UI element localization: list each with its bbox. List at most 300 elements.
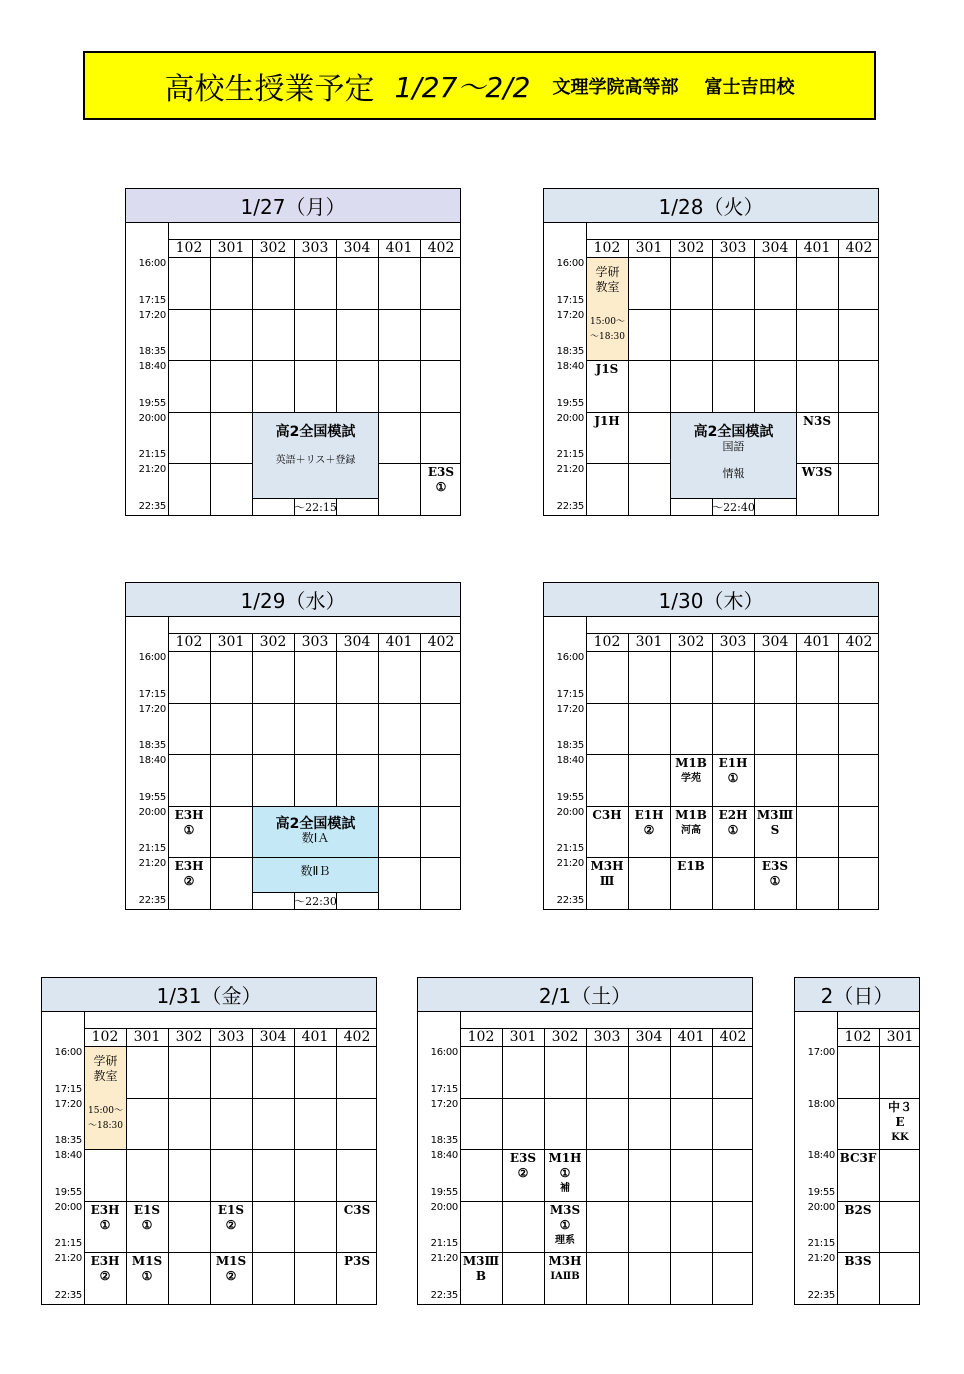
schedule-day <box>794 977 920 1305</box>
date-range: 1/27〜2/2 <box>394 70 531 104</box>
entry-line: ① <box>727 822 739 837</box>
entry-line: E3S <box>427 465 455 479</box>
entry-line: B3S <box>844 1254 872 1268</box>
entry-line: M3Ⅲ <box>462 1254 500 1268</box>
room-label: 402 <box>343 1029 371 1045</box>
start-time: 17:20 <box>430 1098 458 1110</box>
exam-block <box>671 413 796 498</box>
entry-line: ② <box>99 1269 111 1283</box>
end-time: 21:15 <box>556 843 584 854</box>
entry-line: BC3F <box>839 1151 877 1165</box>
class-entry <box>754 859 796 889</box>
end-time: 22:35 <box>138 500 166 512</box>
class-entry <box>628 808 670 838</box>
entry-line: ① <box>727 771 739 785</box>
divider <box>837 1201 919 1202</box>
day-header: 1/30（木） <box>544 583 878 617</box>
entry-line: 理系 <box>555 1234 575 1246</box>
end-time: 17:15 <box>556 688 584 700</box>
divider <box>586 806 878 807</box>
divider <box>168 651 460 652</box>
entry-line: E3H <box>90 1202 120 1217</box>
end-time: 19:55 <box>556 791 584 803</box>
end-time: 22:35 <box>807 1289 835 1301</box>
room-label: 301 <box>509 1029 537 1045</box>
start-time: 18:40 <box>556 755 584 766</box>
room-label: 302 <box>175 1029 203 1045</box>
entry-line: M3H <box>590 859 624 873</box>
class-entry <box>126 1254 168 1284</box>
divider <box>84 1201 376 1202</box>
class-entry <box>879 1100 921 1145</box>
block-text: 高2全国模試 <box>693 424 774 440</box>
divider <box>586 651 878 652</box>
end-time: 17:15 <box>138 688 166 700</box>
room-label: 303 <box>593 1029 621 1045</box>
end-time: 19:55 <box>138 791 166 803</box>
divider <box>586 754 878 755</box>
divider <box>586 360 878 361</box>
room-label: 303 <box>719 240 747 256</box>
divider <box>168 1028 169 1304</box>
start-time: 17:20 <box>556 703 584 715</box>
entry-line: ② <box>643 822 655 837</box>
room-label: 303 <box>301 634 329 650</box>
block-text: 15:00〜 <box>88 1106 123 1117</box>
divider <box>838 239 839 515</box>
end-time: 21:15 <box>430 1238 458 1249</box>
entry-line: J1H <box>594 413 620 428</box>
entry-line: B <box>475 1269 487 1283</box>
entry-line: E1B <box>677 859 705 873</box>
entry-line: E3H <box>174 859 204 873</box>
end-time: 21:15 <box>807 1238 835 1249</box>
room-label: 303 <box>217 1029 245 1045</box>
divider <box>671 498 796 499</box>
room-label: 401 <box>677 1029 705 1045</box>
block-text: 高2全国模試 <box>275 815 356 832</box>
block-text: 学研 <box>595 265 620 280</box>
start-time: 21:20 <box>54 1253 82 1264</box>
room-label: 402 <box>845 240 873 256</box>
divider <box>460 1201 752 1202</box>
room-label: 304 <box>259 1029 287 1045</box>
entry-line: B2S <box>844 1202 872 1217</box>
block-text: 数ⅠＡ <box>301 831 330 846</box>
room-label: 401 <box>301 1029 329 1045</box>
start-time: 16:00 <box>54 1047 82 1058</box>
divider <box>586 1028 587 1304</box>
day-header: 1/31（金） <box>42 978 376 1012</box>
start-time: 21:20 <box>556 858 584 869</box>
end-time: 18:35 <box>430 1135 458 1146</box>
room-label: 301 <box>635 634 663 650</box>
class-entry <box>502 1151 544 1181</box>
exam-block <box>253 807 378 858</box>
start-time: 17:20 <box>138 703 166 715</box>
room-label: 301 <box>886 1029 914 1045</box>
schedule-day <box>417 977 753 1305</box>
end-time: 18:35 <box>556 346 584 357</box>
start-time: 20:00 <box>807 1201 835 1213</box>
end-time: 18:35 <box>54 1135 82 1146</box>
class-entry <box>84 1254 126 1284</box>
room-label: 401 <box>803 240 831 256</box>
start-time: 20:00 <box>556 412 584 424</box>
entry-line: M1H <box>548 1151 582 1165</box>
room-label: 302 <box>551 1029 579 1045</box>
divider <box>586 857 878 858</box>
divider <box>84 1252 376 1253</box>
end-time: 21:15 <box>556 449 584 460</box>
end-time: 18:35 <box>138 740 166 751</box>
room-label: 102 <box>175 240 203 256</box>
class-entry <box>586 859 628 889</box>
start-time: 20:00 <box>138 806 166 818</box>
exam-block <box>253 413 378 498</box>
divider <box>84 1046 376 1047</box>
start-time: 18:40 <box>430 1150 458 1161</box>
room-label: 102 <box>91 1029 119 1045</box>
class-entry <box>670 756 712 786</box>
divider <box>837 1046 919 1047</box>
divider <box>168 309 460 310</box>
day-header: 1/29（水） <box>126 583 460 617</box>
class-entry <box>796 414 838 429</box>
page-title: 高校生授業予定 <box>164 71 375 107</box>
start-time: 21:20 <box>138 858 166 869</box>
entry-line: S <box>770 822 780 837</box>
entry-line: J1S <box>595 362 619 376</box>
room-label: 102 <box>593 240 621 256</box>
block-end-time: 〜22:40 <box>712 500 755 514</box>
entry-line: P3S <box>343 1254 371 1268</box>
start-time: 16:00 <box>138 652 166 663</box>
class-entry <box>544 1254 586 1284</box>
block-end-time: 〜22:15 <box>294 500 337 514</box>
block-text: 情報 <box>722 467 745 481</box>
room-label: 102 <box>175 634 203 650</box>
room-label: 402 <box>719 1029 747 1045</box>
entry-line: C3H <box>592 807 622 822</box>
day-header: 1/28（火） <box>544 189 878 223</box>
start-time: 18:00 <box>807 1098 835 1110</box>
divider <box>879 1028 880 1304</box>
class-entry <box>670 859 712 874</box>
entry-line: M1B <box>675 807 707 822</box>
start-time: 16:00 <box>430 1047 458 1058</box>
room-label: 301 <box>133 1029 161 1045</box>
entry-line: C3S <box>343 1202 371 1217</box>
end-time: 22:35 <box>54 1289 82 1301</box>
divider <box>586 703 878 704</box>
divider <box>670 1028 671 1304</box>
end-time: 19:55 <box>54 1186 82 1198</box>
divider <box>253 498 378 499</box>
end-time: 21:15 <box>54 1238 82 1249</box>
end-time: 22:35 <box>430 1289 458 1301</box>
start-time: 18:40 <box>807 1150 835 1161</box>
entry-line: 補 <box>560 1183 570 1194</box>
class-entry <box>837 1203 879 1218</box>
divider <box>837 1098 919 1099</box>
divider <box>628 633 629 909</box>
entry-line: ① <box>559 1217 571 1232</box>
entry-line: W3S <box>801 465 833 479</box>
divider <box>253 892 378 893</box>
room-label: 402 <box>845 634 873 650</box>
room-label: 303 <box>301 240 329 256</box>
end-time: 22:35 <box>556 894 584 906</box>
end-time: 22:35 <box>138 894 166 906</box>
divider <box>168 223 169 515</box>
divider <box>378 633 379 909</box>
block-text: 学研 <box>93 1054 118 1069</box>
entry-line: ② <box>225 1217 237 1232</box>
divider <box>712 1028 713 1304</box>
divider <box>168 360 460 361</box>
end-time: 21:15 <box>138 449 166 460</box>
class-entry <box>837 1151 879 1166</box>
start-time: 17:20 <box>138 309 166 321</box>
class-entry <box>544 1151 586 1196</box>
entry-line: ① <box>559 1166 571 1180</box>
room-label: 302 <box>259 634 287 650</box>
entry-line: ① <box>769 874 781 888</box>
block-text: 教室 <box>595 280 620 295</box>
room-label: 304 <box>343 634 371 650</box>
end-time: 18:35 <box>138 346 166 357</box>
class-entry <box>460 1254 502 1284</box>
entry-line: Ⅲ <box>599 874 615 888</box>
entry-line: 学苑 <box>681 773 701 784</box>
class-entry <box>754 808 796 838</box>
entry-line: E <box>895 1114 905 1129</box>
class-entry <box>210 1254 252 1284</box>
class-entry <box>837 1254 879 1269</box>
start-time: 21:20 <box>138 464 166 475</box>
start-time: 21:20 <box>807 1253 835 1264</box>
divider <box>796 633 797 909</box>
divider <box>460 1098 752 1099</box>
entry-line: ① <box>435 480 447 494</box>
divider <box>168 257 460 258</box>
start-time: 16:00 <box>556 652 584 663</box>
entry-line: E1S <box>217 1202 245 1217</box>
entry-line: ① <box>183 822 195 837</box>
class-entry <box>84 1203 126 1233</box>
entry-line: M1S <box>131 1254 163 1268</box>
room-label: 302 <box>677 634 705 650</box>
block-text: 高2全国模試 <box>275 424 356 440</box>
entry-line: ② <box>183 874 195 888</box>
entry-line: E1H <box>634 807 664 822</box>
start-time: 18:40 <box>54 1150 82 1161</box>
exam-block <box>587 258 628 360</box>
class-entry <box>336 1203 378 1218</box>
entry-line: ① <box>99 1217 111 1232</box>
start-time: 17:00 <box>807 1047 835 1058</box>
block-end-time: 〜22:30 <box>294 894 337 908</box>
class-entry <box>210 1203 252 1233</box>
branch-name: 富士吉田校 <box>704 76 795 98</box>
schedule-day <box>125 582 461 910</box>
entry-line: ② <box>225 1269 237 1283</box>
room-label: 301 <box>217 634 245 650</box>
block-text: 数ⅡＢ <box>300 864 331 879</box>
class-entry <box>544 1203 586 1248</box>
entry-line: 中３ <box>887 1099 912 1114</box>
class-entry <box>670 808 712 838</box>
class-entry <box>168 808 210 838</box>
entry-line: E3H <box>90 1254 120 1268</box>
entry-line: ② <box>517 1166 529 1180</box>
start-time: 17:20 <box>556 309 584 321</box>
divider <box>378 239 379 515</box>
divider <box>210 239 211 515</box>
block-text: 国語 <box>722 440 745 453</box>
class-entry <box>126 1203 168 1233</box>
divider <box>460 1252 752 1253</box>
class-entry <box>796 465 838 480</box>
end-time: 18:35 <box>556 740 584 751</box>
room-label: 304 <box>761 634 789 650</box>
end-time: 22:35 <box>556 500 584 512</box>
day-header: 2（日） <box>795 978 919 1012</box>
divider <box>837 1149 919 1150</box>
start-time: 21:20 <box>430 1253 458 1264</box>
start-time: 18:40 <box>138 361 166 372</box>
room-label: 304 <box>761 240 789 256</box>
divider <box>837 1252 919 1253</box>
schedule-day <box>543 188 879 516</box>
entry-line: M1S <box>215 1254 247 1268</box>
class-entry <box>586 808 628 823</box>
room-label: 402 <box>427 634 455 650</box>
start-time: 17:20 <box>54 1098 82 1110</box>
schedule-day <box>125 188 461 516</box>
start-time: 18:40 <box>556 361 584 372</box>
day-header: 1/27（月） <box>126 189 460 223</box>
start-time: 16:00 <box>556 258 584 269</box>
entry-line: ⅠAⅡB <box>550 1271 580 1282</box>
room-label: 304 <box>343 240 371 256</box>
room-label: 102 <box>467 1029 495 1045</box>
divider <box>84 1149 376 1150</box>
entry-line: M3S <box>549 1202 581 1217</box>
entry-line: E1S <box>133 1202 161 1217</box>
room-label: 302 <box>677 240 705 256</box>
divider <box>420 633 421 909</box>
divider <box>460 1046 752 1047</box>
entry-line: E2H <box>718 807 748 822</box>
end-time: 19:55 <box>807 1186 835 1198</box>
start-time: 20:00 <box>556 806 584 818</box>
end-time: 19:55 <box>430 1186 458 1198</box>
entry-line: M3H <box>548 1254 582 1268</box>
divider <box>168 754 460 755</box>
room-label: 401 <box>385 634 413 650</box>
end-time: 19:55 <box>556 397 584 409</box>
entry-line: ① <box>141 1217 153 1232</box>
divider <box>252 1028 253 1304</box>
divider <box>84 1098 376 1099</box>
room-label: 303 <box>719 634 747 650</box>
start-time: 18:40 <box>138 755 166 766</box>
class-entry <box>712 756 754 786</box>
start-time: 16:00 <box>138 258 166 269</box>
divider <box>628 239 629 515</box>
block-text: 15:00〜 <box>590 317 625 328</box>
title-banner <box>83 51 876 120</box>
room-label: 102 <box>593 634 621 650</box>
class-entry <box>586 362 628 377</box>
entry-line: N3S <box>803 413 831 428</box>
divider <box>838 633 839 909</box>
room-label: 102 <box>844 1029 872 1045</box>
entry-line: 河高 <box>681 824 701 836</box>
entry-line: M1B <box>675 756 707 770</box>
exam-block <box>253 858 378 892</box>
divider <box>294 1028 295 1304</box>
day-header: 2/1（土） <box>418 978 752 1012</box>
block-text: 〜18:30 <box>88 1121 123 1132</box>
start-time: 20:00 <box>54 1201 82 1213</box>
end-time: 19:55 <box>138 397 166 409</box>
room-label: 302 <box>259 240 287 256</box>
entry-line: E3S <box>761 859 789 873</box>
entry-line: E1H <box>718 756 748 770</box>
room-label: 301 <box>217 240 245 256</box>
schedule-day <box>543 582 879 910</box>
divider <box>586 309 878 310</box>
class-entry <box>168 859 210 889</box>
class-entry <box>420 465 462 495</box>
divider <box>460 1149 752 1150</box>
block-text: 〜18:30 <box>590 332 625 343</box>
divider <box>168 703 460 704</box>
end-time: 21:15 <box>138 843 166 854</box>
end-time: 17:15 <box>54 1083 82 1095</box>
start-time: 21:20 <box>556 464 584 475</box>
entry-line: M3Ⅲ <box>756 807 794 822</box>
start-time: 20:00 <box>430 1201 458 1213</box>
block-text: 教室 <box>93 1069 118 1084</box>
room-label: 402 <box>427 240 455 256</box>
entry-line: E3S <box>509 1151 537 1165</box>
divider <box>586 257 878 258</box>
entry-line: ① <box>141 1269 153 1283</box>
class-entry <box>336 1254 378 1269</box>
divider <box>210 633 211 909</box>
divider <box>628 1028 629 1304</box>
room-label: 304 <box>635 1029 663 1045</box>
schedule-day <box>41 977 377 1305</box>
entry-line: KK <box>891 1131 909 1143</box>
entry-line: E3H <box>174 807 204 822</box>
school-name: 文理学院高等部 <box>552 76 679 98</box>
end-time: 17:15 <box>556 294 584 306</box>
room-label: 401 <box>385 240 413 256</box>
room-label: 401 <box>803 634 831 650</box>
block-text: 英語＋リス＋登録 <box>275 454 356 466</box>
end-time: 17:15 <box>430 1083 458 1095</box>
end-time: 17:15 <box>138 294 166 306</box>
class-entry <box>712 808 754 838</box>
room-label: 301 <box>635 240 663 256</box>
class-entry <box>586 414 628 429</box>
start-time: 20:00 <box>138 412 166 424</box>
